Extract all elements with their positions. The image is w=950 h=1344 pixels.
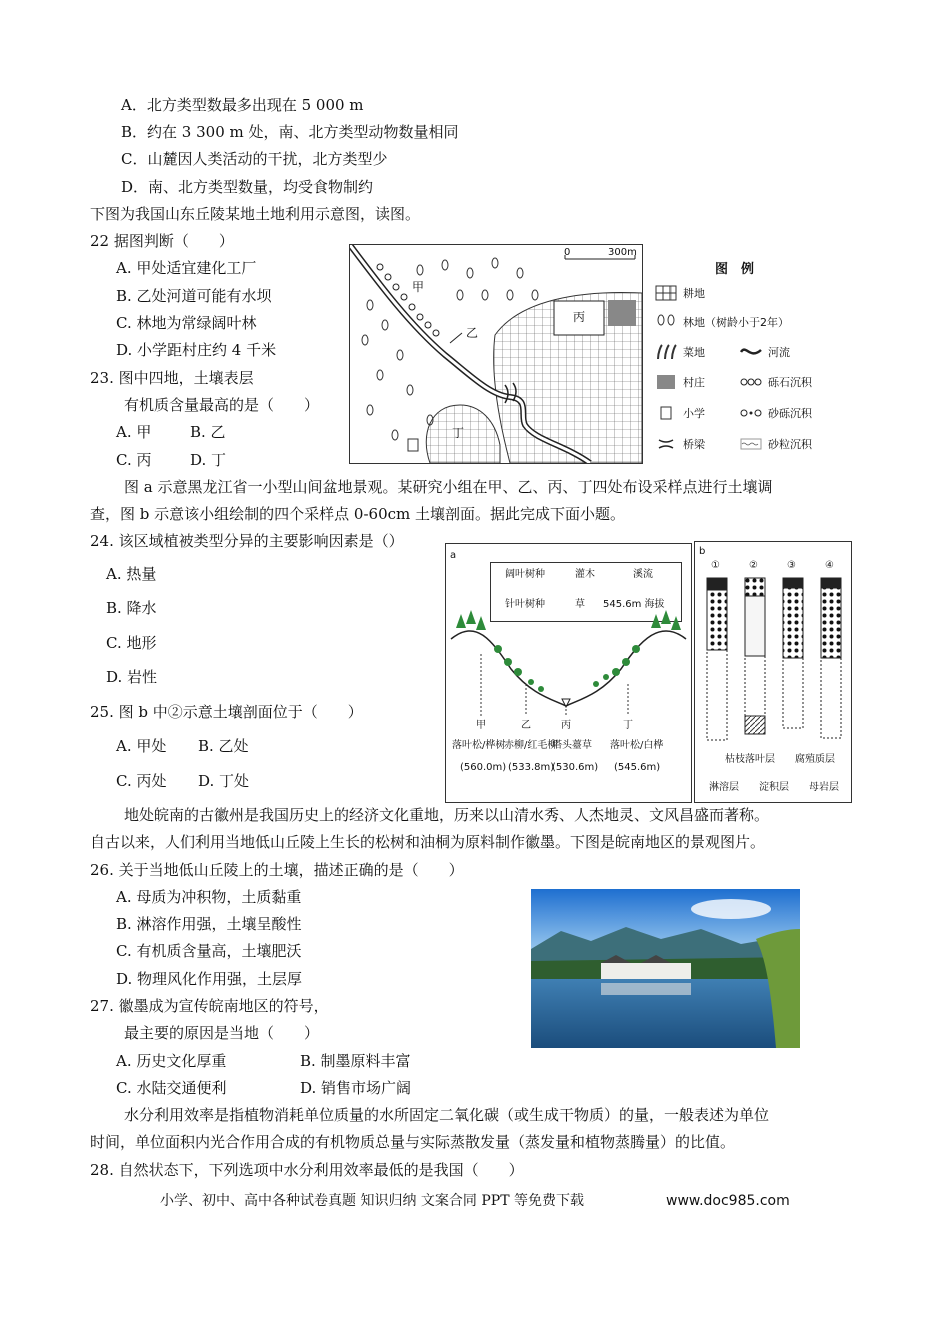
- legend-grass: 草: [575, 599, 585, 610]
- site-jia: 甲: [476, 720, 486, 731]
- footer-url[interactable]: www.doc985.com: [666, 1193, 790, 1209]
- school: [408, 439, 418, 451]
- scale-start: 0: [564, 247, 571, 258]
- q28-stem: 28. 自然状态下，下列选项中水分利用效率最低的是我国（ ）: [90, 1161, 524, 1179]
- land-use-map-svg: [350, 245, 642, 463]
- q24-option-b: B. 降水: [106, 599, 157, 617]
- q26-option-b: B. 淋溶作用强，土壤呈酸性: [116, 915, 302, 933]
- site-yi-elev: (533.8m): [508, 762, 555, 773]
- terrain-profile: [451, 631, 686, 706]
- intro-heilongjiang-1: 图 a 示意黑龙江省一小型山间盆地景观。某研究小组在甲、乙、丙、丁四处布设采样点进行土壤调: [124, 478, 773, 496]
- village: [608, 300, 636, 326]
- site-jia-elev: (560.0m): [460, 762, 507, 773]
- site-yi-veg: 赤柳/红毛柳: [504, 740, 558, 751]
- q27-option-a: A. 历史文化厚重: [116, 1052, 227, 1070]
- q24-option-c: C. 地形: [106, 634, 157, 652]
- q26-option-d: D. 物理风化作用强，土层厚: [116, 970, 303, 988]
- q23-option-d: D. 丁: [190, 451, 227, 469]
- trees-a: [456, 610, 681, 692]
- q21-option-d: D．南、北方类型数量，均受食物制约: [121, 178, 374, 196]
- q25-option-b: B. 乙处: [198, 737, 249, 755]
- q26-stem: 26. 关于当地低山丘陵上的土壤，描述正确的是（ ）: [90, 861, 464, 879]
- legend-vegetable: 菜地: [655, 344, 705, 360]
- school-icon: [655, 405, 677, 421]
- legend-conifer: 针叶树种: [505, 599, 545, 610]
- q22-option-b: B. 乙处河道可能有水坝: [116, 287, 272, 305]
- legend-shrub: 灌木: [575, 569, 595, 580]
- figure-b-profiles: [694, 541, 852, 803]
- q23-option-a: A. 甲: [116, 423, 152, 441]
- legend-eluvial: 淋溶层: [709, 782, 739, 793]
- q23-option-c: C. 丙: [116, 451, 152, 469]
- site-bing: 丙: [561, 720, 571, 731]
- label-bing: 丙: [573, 310, 586, 324]
- profile-columns: [707, 578, 841, 740]
- q26-option-c: C. 有机质含量高，土壤肥沃: [116, 942, 302, 960]
- legend-humus: 腐殖质层: [795, 754, 835, 765]
- column-3: ③: [787, 560, 796, 571]
- q23-stem-line2: 有机质含量最高的是（ ）: [124, 396, 320, 414]
- q22-option-d: D. 小学距村庄约 4 千米: [116, 341, 277, 359]
- label-yi: 乙: [466, 326, 479, 340]
- q22-option-c: C. 林地为常绿阔叶林: [116, 314, 257, 332]
- intro-shandong: 下图为我国山东丘陵某地土地利用示意图，读图。: [90, 205, 421, 223]
- legend-elevation: 545.6m 海拔: [603, 599, 665, 610]
- label-ding: 丁: [452, 426, 465, 440]
- legend-broadleaf: 阔叶树种: [505, 569, 545, 580]
- site-ding: 丁: [623, 720, 633, 731]
- sandgravel-icon: [740, 405, 762, 421]
- legend-stream: 溪流: [633, 569, 653, 580]
- figure-a-tag: a: [450, 550, 457, 561]
- legend-illuvial: 淀积层: [759, 782, 789, 793]
- scale-end: 300m: [608, 247, 637, 258]
- q24-option-d: D. 岩性: [106, 668, 158, 686]
- gravel-deposits: [377, 264, 439, 336]
- site-bing-veg: 塔头薹草: [552, 740, 592, 751]
- q21-option-a: A．北方类型数最多出现在 5 000 m: [121, 96, 364, 114]
- q27-stem-line1: 27. 徽墨成为宣传皖南地区的符号，: [90, 997, 329, 1015]
- legend-farmland: 耕地: [655, 285, 705, 301]
- figure-a-basin: [445, 543, 692, 803]
- q22-stem: 22 据图判断（ ）: [90, 232, 234, 250]
- label-jia: 甲: [412, 280, 425, 294]
- q24-stem: 24. 该区域植被类型分异的主要影响因素是（）: [90, 532, 404, 550]
- legend-river: 河流: [740, 344, 790, 360]
- legend-forest: 林地（树龄小于2年）: [655, 314, 789, 330]
- legend-sandgravel: 砂砾沉积: [740, 405, 812, 421]
- q25-stem: 25. 图 b 中②示意土壤剖面位于（ ）: [90, 703, 363, 721]
- forest-icon: [655, 314, 677, 330]
- q27-stem-line2: 最主要的原因是当地（ ）: [124, 1024, 320, 1042]
- arrow-yi: [450, 333, 462, 343]
- q25-option-c: C. 丙处: [116, 772, 167, 790]
- column-4: ④: [825, 560, 834, 571]
- landscape-photo-svg: [531, 889, 800, 1048]
- q23-stem-line1: 23. 图中四地，土壤表层: [90, 369, 254, 387]
- village-icon: [655, 374, 677, 390]
- legend-gravel: 砾石沉积: [740, 374, 812, 390]
- intro-heilongjiang-2: 查，图 b 示意该小组绘制的四个采样点 0-60cm 土壤剖面。据此完成下面小题。: [90, 505, 626, 523]
- intro-huizhou-2: 自古以来，人们利用当地低山丘陵上生长的松树和油桐为原料制作徽墨。下图是皖南地区的景观图片。: [90, 833, 766, 851]
- q25-option-d: D. 丁处: [198, 772, 250, 790]
- q22-option-a: A. 甲处适宜建化工厂: [116, 259, 257, 277]
- landscape-photo: [531, 889, 800, 1048]
- legend-village: 村庄: [655, 374, 705, 390]
- site-jia-veg: 落叶松/桦树: [452, 740, 506, 751]
- column-2: ②: [749, 560, 758, 571]
- intro-water-1: 水分利用效率是指植物消耗单位质量的水所固定二氧化碳（或生成干物质）的量，一般表述为单位: [124, 1106, 770, 1124]
- river-icon: [740, 344, 762, 360]
- column-1: ①: [711, 560, 720, 571]
- site-bing-elev: (530.6m): [552, 762, 599, 773]
- legend-sand: 砂粒沉积: [740, 436, 812, 452]
- q27-option-d: D. 销售市场广阔: [300, 1079, 412, 1097]
- legend-bedrock: 母岩层: [809, 782, 839, 793]
- legend-title: 图 例: [715, 262, 755, 277]
- land-use-map: [349, 244, 643, 464]
- intro-huizhou-1: 地处皖南的古徽州是我国历史上的经济文化重地，历来以山清水秀、人杰地灵、文风昌盛而著称。: [124, 806, 770, 824]
- farmland-icon: [655, 285, 677, 301]
- q24-option-a: A. 热量: [106, 565, 157, 583]
- site-ding-veg: 落叶松/白桦: [610, 740, 664, 751]
- figure-b-tag: b: [699, 546, 706, 557]
- legend-litter: 枯枝落叶层: [725, 754, 775, 765]
- sand-icon: [740, 436, 762, 452]
- q25-option-a: A. 甲处: [116, 737, 167, 755]
- q27-option-c: C. 水陆交通便利: [116, 1079, 227, 1097]
- vegetable-icon: [655, 344, 677, 360]
- legend-school: 小学: [655, 405, 705, 421]
- q23-option-b: B. 乙: [190, 423, 226, 441]
- footer-text: 小学、初中、高中各种试卷真题 知识归纳 文案合同 PPT 等免费下载: [160, 1193, 584, 1209]
- bridge-icon: [655, 436, 677, 452]
- site-yi: 乙: [521, 720, 531, 731]
- intro-water-2: 时间，单位面积内光合作用合成的有机物质总量与实际蒸散发量（蒸发量和植物蒸腾量）的比值。: [90, 1133, 736, 1151]
- q21-option-c: C．山麓因人类活动的干扰，北方类型少: [121, 150, 388, 168]
- gravel-icon: [740, 374, 762, 390]
- q27-option-b: B. 制墨原料丰富: [300, 1052, 411, 1070]
- legend-bridge: 桥梁: [655, 436, 705, 452]
- q26-option-a: A. 母质为冲积物，土质黏重: [116, 888, 302, 906]
- q21-option-b: B．约在 3 300 m 处，南、北方类型动物数量相同: [121, 123, 459, 141]
- site-ding-elev: (545.6m): [614, 762, 661, 773]
